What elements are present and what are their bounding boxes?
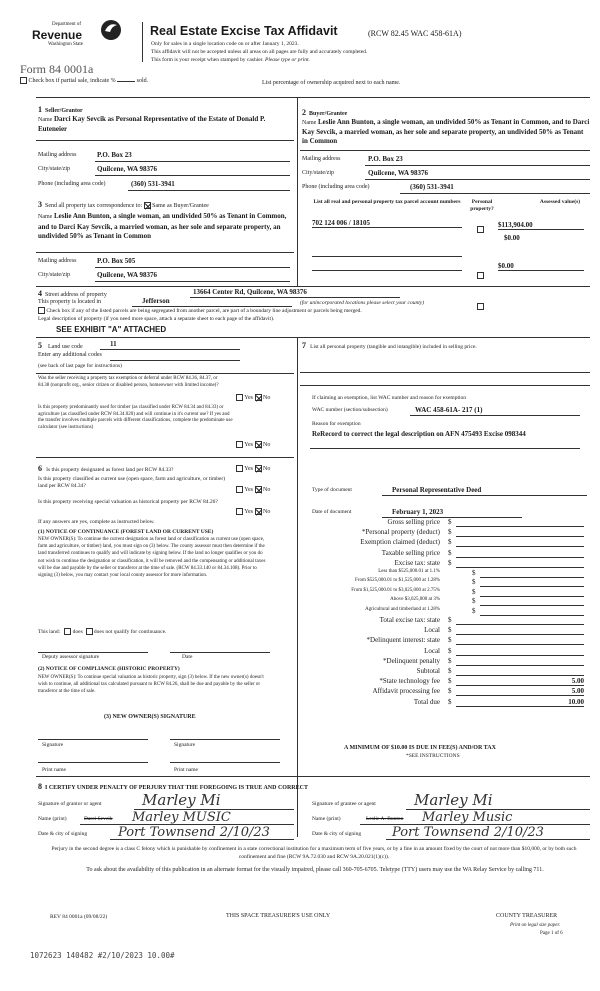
owner-print-name-label-1: Print name	[42, 767, 66, 773]
parcel-col-header-value: Assessed value(s)	[539, 199, 581, 205]
forest-q1-row: 6 Is this property designated as forest land per RCW 84.33?	[38, 464, 174, 473]
dollar-sign: $	[448, 677, 452, 686]
segregated-label: Check box if any of the listed parcels are being segregated from another parcel, are part of a boundary line adjustment or parcels being merged.	[46, 307, 362, 314]
parcel-col-header-personal: Personal property?	[470, 199, 494, 212]
header-note-2: This affidavit will not be accepted unless all areas on all pages are fully and accurately completed.	[151, 49, 368, 55]
parcel-value-2[interactable]: $0.00	[504, 234, 520, 242]
this-land-label: This land:	[38, 628, 61, 635]
does-not-label: does not qualify for continuance.	[93, 628, 167, 635]
historic-answer	[236, 508, 270, 515]
same-as-buyer-label: Same as Buyer/Grantee	[152, 203, 209, 209]
timber-answer	[236, 441, 270, 448]
seller-phone-label: Phone (including area code)	[38, 181, 106, 187]
tax-row-label: From $525,000.01 to $1,525,000 at 1.28%	[355, 578, 440, 584]
parcel-personal-checkbox-3[interactable]	[477, 303, 484, 310]
seller-mailing-label: Mailing address	[38, 152, 77, 158]
grantor-signature[interactable]: Marley Mi	[142, 791, 221, 809]
tax-row-label: Exemption claimed (deduct)	[360, 538, 440, 547]
tax-row-label: Local	[424, 646, 440, 655]
land-use-label: Land use code	[48, 344, 83, 350]
tax-row-label: Above $3,025,000 at 3%	[390, 597, 440, 603]
street-address-row: 4 Street address of property	[38, 289, 107, 298]
owner-signature-label-2: Signature	[174, 742, 196, 748]
tax-row-label: Total excise tax: state	[379, 616, 440, 624]
current-use-yes-checkbox[interactable]	[236, 486, 243, 493]
this-land-row	[38, 628, 166, 635]
document-date-value[interactable]: February 1, 2023	[392, 508, 444, 516]
exemption-no-label: No	[263, 394, 271, 401]
correspondence-name-value[interactable]: Leslie Ann Bunton, a single woman, an undivided 50% as Tenant in Common, and to Darci Kay Sevcik, a married woman, as her sole and separate property, an undivided 50% as Tenant in Common	[38, 212, 287, 240]
seller-phone-value[interactable]: (360) 531-3941	[131, 180, 175, 188]
certify-heading: 8 I CERTIFY UNDER PENALTY OF PERJURY THAT THE FOREGOING IS TRUE AND CORRECT	[38, 782, 308, 791]
buyer-name-label: Name	[302, 120, 317, 126]
timber-question: Is this property predominantly used for timber (as classified under RCW 84.34 and 84.33) or agriculture (as classified under RCW 84.34.020) and will continue in it's current use? If yes and the transfer involves multiple parcels with different classifications, complete the predominate use calculator (see instructions)	[38, 405, 233, 430]
treasurer-use-note: THIS SPACE TREASURER'S USE ONLY	[226, 913, 331, 919]
buyer-name-block	[302, 118, 590, 146]
parcel-col-header-number: List all real and personal property tax parcel account numbers	[313, 199, 461, 205]
assessor-signature-label: Deputy assessor signature	[42, 654, 100, 660]
grantor-signature-label: Signature of grantor or agent	[38, 801, 102, 807]
notice1-title: (1) NOTICE OF CONTINUANCE (FOREST LAND OR CURRENT USE)	[38, 529, 214, 535]
current-use-question: Is this property classified as current use (open space, farm and agriculture, or timber) land per RCW 84.34?	[38, 476, 226, 489]
grantee-name-value[interactable]: Marley Music	[422, 810, 513, 825]
historic-no-checkbox[interactable]	[255, 508, 262, 515]
forest-yes-checkbox[interactable]	[236, 465, 243, 472]
dollar-sign: $	[448, 656, 452, 665]
unincorporated-note: (for unincorporated locations please select your county)	[300, 300, 425, 306]
personal-property-row: 7 List all personal property (tangible and intangible) included in selling price.	[302, 341, 477, 350]
reason-value[interactable]: ReRecord to correct the legal description on AFN 475493 Excise 098344	[312, 430, 526, 438]
dollar-sign: $	[472, 578, 476, 587]
timber-no-label: No	[263, 441, 271, 448]
header-note-3-text: This form is your receipt when stamped by cashier.	[151, 57, 264, 63]
perjury-notice: Perjury in the second degree is a class C felony which is punishable by confinement in a state correctional institution for a maximum term of five years, or by a fine in an amount fixed by the court of not more than $10,000, or by both such confinement and fine (RCW 9A.72.030 and RCW 9A.20.021(1)(c)).	[51, 846, 577, 860]
county-treasurer-label: COUNTY TREASURER	[496, 913, 558, 919]
see-instructions-note: *SEE INSTRUCTIONS	[406, 753, 460, 759]
segregated-row	[38, 307, 362, 314]
grantee-name-struck: Leslie A. Bunton	[366, 816, 404, 822]
seller-name-label: Name	[38, 117, 53, 123]
dollar-sign: $	[448, 548, 452, 557]
partial-sale	[20, 77, 148, 84]
form-number: Form 84 0001a	[20, 62, 94, 76]
grantor-date-value[interactable]: Port Townsend 2/10/23	[118, 825, 270, 840]
exemption-question: Was the seller receiving a property tax exemption or deferral under RCW 84.36, 84.37, or 84.38 (nonprofit org., senior citizen or disabled person, homeowner with limited income)?	[38, 376, 219, 388]
legal-description-value[interactable]: SEE EXHIBIT "A" ATTACHED	[56, 325, 167, 334]
tax-row-label: Subtotal	[416, 667, 440, 675]
correspondence-heading: Send all property tax correspondence to:	[45, 203, 143, 209]
located-label: This property is located in	[38, 299, 101, 305]
forest-yes-label: Yes	[244, 465, 254, 472]
seller-mailing-value[interactable]: P.O. Box 23	[97, 151, 132, 159]
document-date-label: Date of document	[312, 509, 352, 515]
timber-yes-label: Yes	[244, 441, 254, 448]
dollar-sign: $	[448, 646, 452, 655]
dollar-sign: $	[448, 528, 452, 537]
county-value[interactable]: Jefferson	[142, 297, 170, 305]
seller-heading: Seller/Grantor	[45, 108, 83, 114]
tax-row-label: Gross selling price	[387, 518, 440, 526]
dollar-sign: $	[472, 597, 476, 606]
tax-row-label: *Personal property (deduct)	[361, 528, 440, 537]
tax-row-label: *State technology fee	[379, 677, 440, 686]
forest-q1-answer	[236, 465, 270, 472]
dollar-sign: $	[448, 636, 452, 645]
buyer-phone-label: Phone (including area code)	[302, 184, 370, 190]
historic-no-label: No	[263, 508, 271, 515]
current-use-no-checkbox[interactable]	[255, 486, 262, 493]
buyer-phone-value[interactable]: (360) 531-3941	[410, 183, 454, 191]
exemption-yes-label: Yes	[244, 394, 254, 401]
tax-row-label: *Delinquent penalty	[383, 656, 440, 665]
dollar-sign: $	[472, 569, 476, 577]
land-use-row: 5 Land use code	[38, 341, 83, 350]
document-type-label: Type of document	[312, 487, 352, 493]
partial-sale-checkbox[interactable]	[20, 77, 27, 84]
does-label: does	[72, 628, 83, 635]
page-title: Real Estate Excise Tax Affidavit	[150, 24, 338, 38]
alternate-format-notice: To ask about the availability of this publication in an alternate format for the visually impaired, please call 360-705-6705. Teletype (TTY) users may use the WA Relay Service by calling 711.	[86, 867, 544, 873]
historic-question: Is this property receiving special valuation as historical property per RCW 84.26?	[38, 499, 218, 505]
exemption-yes-checkbox[interactable]	[236, 394, 243, 401]
grantor-name-struck: Darci Sevcik	[84, 816, 113, 822]
assessor-date-label: Date	[182, 654, 193, 660]
does-checkbox[interactable]	[64, 628, 71, 635]
dollar-sign: $	[448, 616, 452, 624]
page-number: Page 1 of 6	[540, 931, 563, 936]
grantor-name-label: Name (print)	[38, 816, 67, 822]
buyer-name-value[interactable]: Leslie Ann Bunton, a single woman, an undivided 50% as Tenant in Common, and to Darci Kay Sevcik, a married woman, as her sole and separate property, an undivided 50% as Tenant in Common	[302, 118, 590, 145]
header-note-3-italic: Please type or print.	[264, 57, 310, 63]
header-note-1: Only for sales in a single location code on or after January 1, 2023.	[151, 41, 299, 47]
exemption-answer	[236, 394, 270, 401]
grantee-date-value[interactable]: Port Townsend 2/10/23	[392, 825, 544, 840]
correspondence-name-label: Name	[38, 214, 53, 220]
rcw-reference: (RCW 82.45 WAC 458-61A)	[368, 29, 462, 38]
dollar-sign: $	[472, 587, 476, 596]
tax-row-label: *Delinquent interest: state	[366, 636, 440, 645]
forest-q1: Is this property designated as forest land per RCW 84.33?	[46, 467, 174, 473]
additional-codes-label: Enter any additional codes	[38, 352, 102, 358]
correspondence-city-label: City/state/zip	[38, 272, 70, 278]
dollar-sign: $	[448, 687, 452, 696]
parcel-number-3[interactable]	[312, 262, 462, 271]
personal-property-label: List all personal property (tangible and intangible) included in selling price.	[310, 344, 477, 350]
forest-no-label: No	[263, 465, 271, 472]
forest-instructions: If any answers are yes, complete as instructed below.	[38, 519, 155, 525]
tax-row-value[interactable]: 5.00	[571, 687, 584, 696]
dept-state: Washington State	[48, 42, 84, 47]
segregated-checkbox[interactable]	[38, 307, 45, 314]
grantee-signature[interactable]: Marley Mi	[414, 791, 493, 809]
does-not-checkbox[interactable]	[86, 628, 93, 635]
document-type-value[interactable]: Personal Representative Deed	[392, 486, 482, 494]
street-address-value[interactable]: 13664 Center Rd, Quilcene, WA 98376	[193, 288, 307, 296]
owner-print-name-label-2: Print name	[174, 767, 198, 773]
tax-row-label: Local	[424, 626, 440, 635]
parcel-personal-checkbox-1[interactable]	[477, 226, 484, 233]
exemption-wac-question: If claiming an exemption, list WAC number and reason for exemption	[312, 395, 467, 401]
correspondence-mailing-value[interactable]: P.O. Box 505	[97, 257, 136, 265]
correspondence-section: 3 Send all property tax correspondence to: Same as Buyer/Grantee	[38, 200, 209, 209]
tax-row-label: Less than $525,000.01 at 1.1%	[378, 569, 440, 574]
buyer-heading: Buyer/Grantee	[309, 111, 348, 117]
current-use-yes-label: Yes	[244, 486, 254, 493]
tax-row-label: From $1,525,000.01 to $3,025,000 at 2.75%	[351, 587, 440, 593]
wac-value[interactable]: WAC 458-61A- 217 (1)	[415, 406, 483, 414]
historic-yes-label: Yes	[244, 508, 254, 515]
tax-row-label: Taxable selling price	[381, 548, 440, 557]
parcel-number-1[interactable]: 702 124 006 / 18105	[312, 219, 462, 228]
forest-no-checkbox[interactable]	[255, 465, 262, 472]
seller-name-value[interactable]: Darci Kay Sevcik as Personal Representative of the Estate of Donald P. Euteneier	[38, 115, 266, 133]
dollar-sign: $	[448, 626, 452, 635]
seller-section: 1 Seller/Grantor	[38, 105, 83, 114]
correspondence-name-block	[38, 212, 288, 242]
buyer-city-value[interactable]: Quilcene, WA 98376	[368, 169, 428, 177]
see-back-note: (see back of last page for instructions)	[38, 363, 122, 369]
grantee-signature-label: Signature of grantee or agent	[312, 801, 376, 807]
parcel-number-2[interactable]	[312, 248, 462, 257]
dept-line1: Department of	[52, 22, 82, 27]
notice1-text: NEW OWNER(S): To continue the current designation as forest land or classification as current use (open space, farm and agriculture, or timber) land, you must sign on (3) below. The county assessor must then determine if the land transferred continues to qualify and will indicate by signing below. If the land no longer qualifies or you do not wish to continue the designation or classification, it will be removed and the compensating or additional taxes will be due and payable by the seller or transferor at the time of sale. (RCW 84.33.140 or 84.34.108). Prior to signing (3) below, you may contact your local county assessor for more information.	[38, 537, 266, 579]
buyer-city-label: City/state/zip	[302, 170, 334, 176]
land-use-code[interactable]: 11	[110, 340, 117, 348]
street-address-label: Street address of property	[45, 292, 107, 298]
tax-row-label: Agricultural and timberland at 1.28%	[365, 606, 440, 612]
revenue-swirl-icon	[100, 18, 122, 42]
parcel-personal-checkbox-2[interactable]	[477, 272, 484, 279]
notice2-text: NEW OWNER(S): To continue special valuation as historic property, sign (3) below. If the new owner(s) doesn't wish to continue, all additional tax calculated pursuant to RCW 84.26, shall be due and payable by the seller or transferor at the time of sale.	[38, 675, 264, 695]
certify-heading-text: I CERTIFY UNDER PENALTY OF PERJURY THAT THE FOREGOING IS TRUE AND CORRECT	[45, 785, 308, 791]
grantee-date-label: Date & city of signing	[312, 831, 362, 837]
grantee-name-label: Name (print)	[312, 816, 341, 822]
sold-label: sold.	[136, 77, 149, 84]
dollar-sign: $	[448, 667, 452, 675]
tax-row-value[interactable]: 5.00	[571, 677, 584, 686]
buyer-section: 2 Buyer/Grantee	[302, 108, 348, 117]
legal-description-label: Legal description of property (if you need more space, attach a separate sheet to each page of the affidavit).	[38, 316, 275, 322]
buyer-mailing-label: Mailing address	[302, 156, 341, 162]
timber-yes-checkbox[interactable]	[236, 441, 243, 448]
correspondence-city-value[interactable]: Quilcene, WA 98376	[97, 271, 157, 279]
recording-stamp: 1072623 140482 #2/10/2023 10.00#	[30, 951, 175, 960]
dollar-sign: $	[448, 558, 452, 567]
dept-name: Revenue	[32, 28, 83, 42]
buyer-mailing-value[interactable]: P.O. Box 23	[368, 155, 403, 163]
dollar-sign: $	[448, 697, 452, 706]
tax-row-label: Total due	[413, 697, 440, 706]
partial-sale-label: Check box if partial sale, indicate %	[28, 77, 116, 84]
exemption-no-checkbox[interactable]	[255, 394, 262, 401]
reason-label: Reason for exemption	[312, 421, 361, 427]
historic-yes-checkbox[interactable]	[236, 508, 243, 515]
current-use-answer	[236, 486, 270, 493]
tax-row-value[interactable]: 10.00	[568, 697, 584, 706]
legal-paper-note: Print on legal size paper.	[510, 923, 561, 928]
percentage-note: List percentage of ownership acquired next to each name.	[262, 80, 401, 86]
tax-row-label: Affidavit processing fee	[372, 687, 440, 696]
parcel-value-3[interactable]: $0.00	[498, 262, 584, 271]
current-use-no-label: No	[263, 486, 271, 493]
dollar-sign: $	[448, 538, 452, 547]
grantor-date-label: Date & city of signing	[38, 831, 88, 837]
seller-city-label: City/state/zip	[38, 166, 70, 172]
owner-signature-label-1: Signature	[42, 742, 64, 748]
grantor-name-value[interactable]: Marley MUSIC	[132, 810, 231, 825]
header-note-3	[151, 57, 310, 63]
minimum-due-note: A MINIMUM OF $10.00 IS DUE IN FEE(S) AND/OR TAX	[344, 745, 496, 751]
seller-name-block	[38, 115, 288, 134]
parcel-value-1[interactable]: $113,904.00	[498, 221, 584, 230]
dollar-sign: $	[448, 518, 452, 526]
tax-row-label: Excise tax: state	[394, 558, 440, 567]
new-owner-signature-title: (3) NEW OWNER(S) SIGNATURE	[104, 714, 196, 720]
timber-no-checkbox[interactable]	[255, 441, 262, 448]
notice2-title: (2) NOTICE OF COMPLIANCE (HISTORIC PROPERTY)	[38, 666, 180, 672]
same-as-buyer-checkbox[interactable]	[144, 202, 151, 209]
wac-label: WAC number (section/subsection)	[312, 407, 388, 413]
form-revision: REV 84 0001a (09/08/22)	[50, 914, 108, 920]
revenue-logo	[20, 10, 128, 52]
dollar-sign: $	[472, 606, 476, 615]
correspondence-mailing-label: Mailing address	[38, 258, 77, 264]
seller-city-value[interactable]: Quilcene, WA 98376	[97, 165, 157, 173]
